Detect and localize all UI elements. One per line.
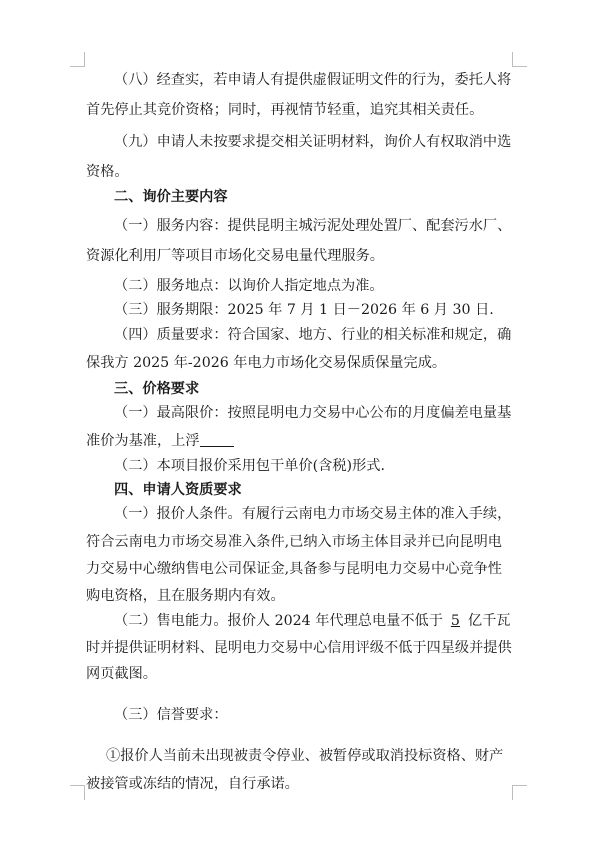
reputation-requirement: （三）信誉要求： (114, 707, 228, 723)
page-corner-mark-top-right (512, 52, 527, 67)
sales-capacity-line-2: 时并提供证明材料、昆明电力交易中心信用评级不低于四星级并提供 (86, 640, 512, 656)
service-period: （三）服务期限：2025 年 7 月 1 日－2026 年 6 月 30 日. (114, 302, 494, 318)
section-heading-inquiry-content: 二、询价主要内容 (114, 189, 228, 205)
service-content-line-1: （一）服务内容：提供昆明主城污泥处理处置厂、配套污水厂、 (114, 218, 512, 234)
service-location: （二）服务地点：以询价人指定地点为准。 (114, 278, 384, 294)
price-float-blank (200, 431, 234, 447)
paragraph-8-line-2: 首先停止其竞价资格；同时，再视情节轻重，追究其相关责任。 (86, 102, 484, 118)
quality-requirement-line-2: 保我方 2025 年-2026 年电力市场化交易保质保量完成。 (86, 355, 447, 371)
reputation-item-1-line-1: ①报价人当前未出现被责令停业、被暂停或取消投标资格、财产 (106, 748, 504, 764)
bidder-condition-line-2: 符合云南电力市场交易准入条件,已纳入市场主体目录并已向昆明电 (86, 534, 502, 550)
price-limit-line-2-text: 准价为基准，上浮 (86, 433, 200, 449)
page-corner-mark-bottom-right (512, 785, 527, 800)
sales-capacity-line-3: 网页截图。 (86, 666, 157, 682)
paragraph-8-line-1: （八）经查实，若申请人有提供虚假证明文件的行为，委托人将 (114, 72, 512, 88)
section-heading-price: 三、价格要求 (114, 381, 200, 397)
price-quote-form: （二）本项目报价采用包干单价(含税)形式. (114, 458, 385, 474)
price-limit-line-1: （一）最高限价：按照昆明电力交易中心公布的月度偏差电量基 (114, 405, 512, 421)
bidder-condition-line-1: （一）报价人条件。有履行云南电力市场交易主体的准入手续， (114, 506, 512, 522)
page-corner-mark-bottom-left (70, 785, 85, 800)
section-heading-qualification: 四、申请人资质要求 (114, 482, 242, 498)
price-limit-line-2 (86, 431, 234, 451)
quality-requirement-line-1: （四）质量要求：符合国家、地方、行业的相关标准和规定，确 (114, 327, 512, 343)
page-corner-mark-top-left (70, 52, 85, 67)
bidder-condition-line-3: 力交易中心缴纳售电公司保证金,具备参与昆明电力交易中心竞争性 (86, 561, 502, 577)
paragraph-9-line-2: 资格。 (86, 164, 129, 180)
paragraph-9-line-1: （九）申请人未按要求提交相关证明材料，询价人有权取消中选 (114, 134, 512, 150)
sales-capacity-prefix: （二）售电能力。报价人 2024 年代理总电量不低于 (114, 613, 443, 629)
sales-capacity-suffix: 亿千瓦 (467, 613, 511, 629)
sales-capacity-line-1 (114, 611, 511, 631)
sales-capacity-value: 5 (450, 613, 460, 629)
reputation-item-1-line-2: 被接管或冻结的情况，自行承诺。 (86, 776, 299, 792)
service-content-line-2: 资源化利用厂等项目市场化交易电量代理服务。 (86, 248, 384, 264)
bidder-condition-line-4: 购电资格，且在服务期内有效。 (86, 588, 285, 604)
